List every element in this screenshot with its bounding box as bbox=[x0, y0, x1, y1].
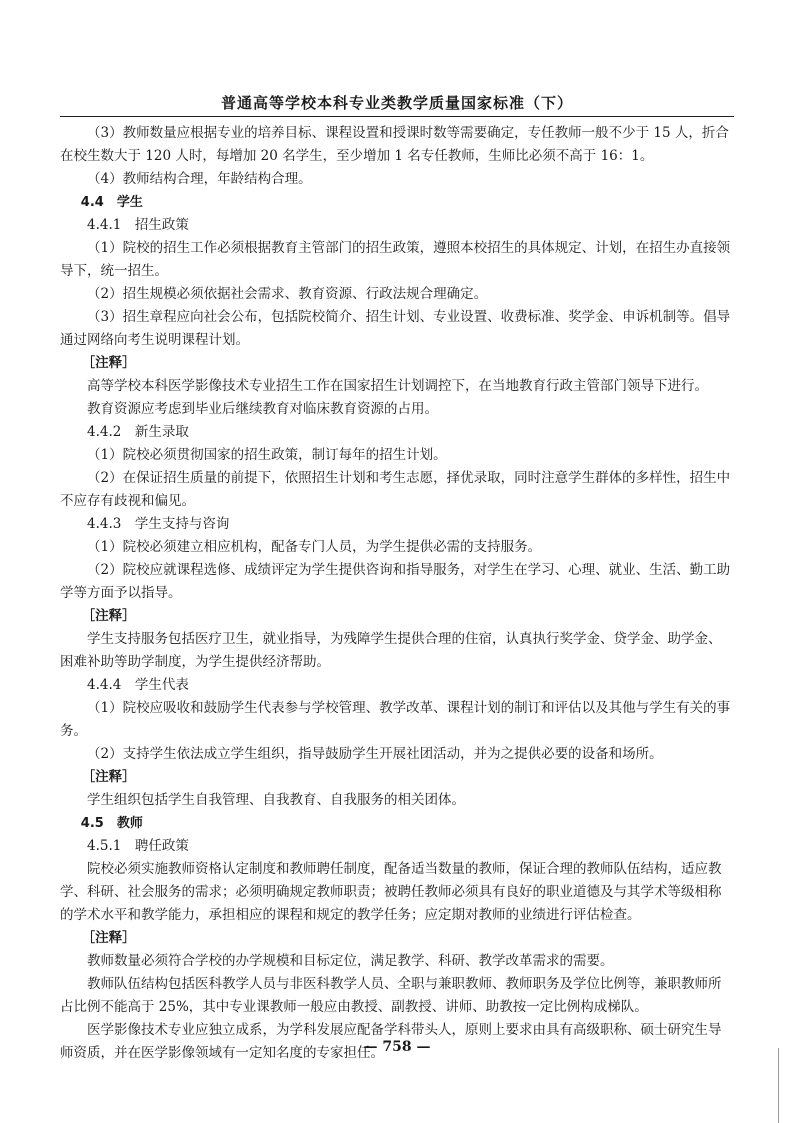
subsection-heading: 4.4.4 学生代表 bbox=[87, 677, 189, 693]
subsection-heading: 4.5.1 聘任政策 bbox=[87, 838, 189, 854]
subsection-heading: 4.4.3 学生支持与咨询 bbox=[87, 516, 230, 532]
paragraph: （1）院校必须建立相应机构，配备专门人员，为学生提供必需的支持服务。 bbox=[87, 539, 542, 555]
note-label: ［注释］ bbox=[81, 355, 136, 371]
paragraph: 教师队伍结构包括医科教学人员与非医科教学人员、全职与兼职教师、教师职务及学位比例等，兼职教师所占比例不能高于 25%，其中专业课教师一般应由教授、副教授、讲师、助教按一定比例构成梯队。 bbox=[60, 976, 722, 1015]
note-label: ［注释］ bbox=[81, 930, 136, 946]
paragraph: 教师数量必须符合学校的办学规模和目标定位，满足教学、科研、教学改革需求的需要。 bbox=[87, 953, 614, 969]
section-heading: 4.4 学生 bbox=[80, 195, 143, 210]
paragraph: （3）招生章程应向社会公布，包括院校简介、招生计划、专业设置、收费标准、奖学金、申诉机制等。倡导通过网络向考生说明课程计划。 bbox=[60, 309, 731, 348]
subsection-heading: 4.4.2 新生录取 bbox=[87, 424, 189, 440]
paragraph: 医学影像技术专业应独立成系，为学科发展应配备学科带头人，原则上要求由具有高级职称、硕士研究生导师资质，并在医学影像领域有一定知名度的专家担任。 bbox=[60, 1022, 722, 1061]
paragraph: （1）院校应吸收和鼓励学生代表参与学校管理、教学改革、课程计划的制订和评估以及其他与学生有关的事务。 bbox=[60, 700, 731, 739]
note-label: ［注释］ bbox=[81, 769, 136, 785]
scan-edge-line bbox=[778, 1048, 779, 1123]
paragraph: 高等学校本科医学影像技术专业招生工作在国家招生计划调控下，在当地教育行政主管部门领导下进行。 bbox=[87, 378, 708, 394]
paragraph: （2）支持学生依法成立学生组织，指导鼓励学生开展社团活动，并为之提供必要的设备和场所。 bbox=[87, 746, 663, 762]
section-heading: 4.5 教师 bbox=[80, 816, 143, 831]
paragraph: 教育资源应考虑到毕业后继续教育对临床教育资源的占用。 bbox=[87, 401, 438, 417]
paragraph: （1）院校必须贯彻国家的招生政策，制订每年的招生计划。 bbox=[87, 447, 447, 463]
note-label: ［注释］ bbox=[81, 608, 136, 624]
paragraph: （1）院校的招生工作必须根据教育主管部门的招生政策，遵照本校招生的具体规定、计划，在招生办直接领导下，统一招生。 bbox=[60, 240, 731, 279]
paragraph: （4）教师结构合理，年龄结构合理。 bbox=[87, 171, 312, 187]
page-number: — 758 — bbox=[363, 1039, 431, 1055]
paragraph: 学生支持服务包括医疗卫生，就业指导，为残障学生提供合理的住宿，认真执行奖学金、贷学金、助学金、困难补助等助学制度，为学生提供经济帮助。 bbox=[60, 631, 722, 670]
header-divider bbox=[60, 116, 734, 117]
paragraph: （3）教师数量应根据专业的培养目标、课程设置和授课时数等需要确定，专任教师一般不少于 15 人，折合在校生数大于 120 人时，每增加 20 名学生，至少增加 1 名专任教师，生师比必须不高于 16：1。 bbox=[60, 125, 729, 164]
body-text bbox=[60, 122, 734, 1065]
subsection-heading: 4.4.1 招生政策 bbox=[87, 217, 189, 233]
paragraph: （2）院校应就课程选修、成绩评定为学生提供咨询和指导服务，对学生在学习、心理、就业、生活、勤工助学等方面予以指导。 bbox=[60, 562, 731, 601]
paragraph: 院校必须实施教师资格认定制度和教师聘任制度，配备适当数量的教师，保证合理的教师队伍结构，适应教学、科研、社会服务的需求；必须明确规定教师职责；被聘任教师必须具有良好的职业道德及与其学术等级相称的学术水平和教学能力，承担相应的课程和规定的教学任务；应定期对教师的业绩进行评估检查。 bbox=[60, 861, 722, 923]
paragraph: （2）在保证招生质量的前提下，依照招生计划和考生志愿，择优录取，同时注意学生群体的多样性，招生中不应存有歧视和偏见。 bbox=[60, 470, 731, 509]
paragraph: （2）招生规模必须依据社会需求、教育资源、行政法规合理确定。 bbox=[87, 286, 488, 302]
running-header: 普通高等学校本科专业类教学质量国家标准（下） bbox=[220, 94, 573, 112]
paragraph: 学生组织包括学生自我管理、自我教育、自我服务的相关团体。 bbox=[87, 792, 465, 808]
